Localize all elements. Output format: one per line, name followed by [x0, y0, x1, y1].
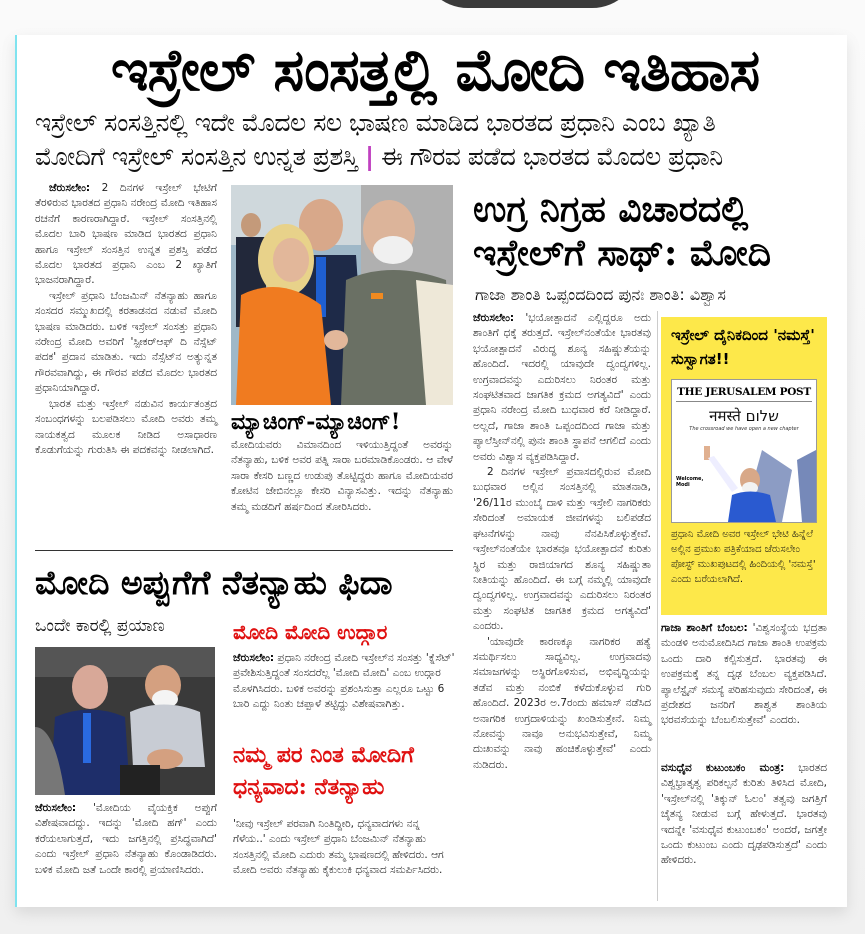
sidebar-box-caption: ಪ್ರಧಾನಿ ಮೋದಿ ಅವರ ಇಸ್ರೇಲ್ ಭೇಟಿ ಹಿನ್ನೆಲೆ ಅಲ್ಲಿನ ಪ್ರಮುಖ ಪತ್ರಿಕೆಯಾದ ಜೆರುಸಲೇಂ ಪೋಸ್ಟ್ ಮುಖಪುಟದಲ್ಲಿ ಹಿಂದಿಯಲ್ಲಿ 'ನಮಸ್ತೆ' ಎಂದು ಬರೆಯಲಾಗಿದೆ.	[671, 529, 816, 585]
top-decoration	[420, 0, 640, 8]
modi-waving-photo	[672, 440, 816, 522]
jerusalem-post-frontpage	[671, 379, 817, 523]
newspaper-page	[15, 35, 847, 907]
vasudhaiva-text: ಭಾರತದ ವಿಶ್ವಭ್ರಾತೃತ್ವ ಪರಿಕಲ್ಪನೆ ಕುರಿತು ತಿಳಿಸಿದ ಮೋದಿ, 'ಇಸ್ರೇಲ್‌ನಲ್ಲಿ 'ತಿಕ್ಕುನ್ ಓಲಂ' ತತ್ವವು ಜಗತ್ತಿಗೆ ಚೈತನ್ಯ ನೀಡುವ ಬಗ್ಗೆ ಹೇಳುತ್ತದೆ. ಭಾರತವು ಇದನ್ನೇ 'ವಸುಧೈವ ಕುಟುಂಬಕಂ' ಅಂದರೆ, ಜಗತ್ತೇ ಒಂದು ಕುಟುಂಬ ಎಂದು ದೃಢಪಡಿಸುತ್ತದೆ' ಎಂದು ಹೇಳಿದರು.	[661, 762, 827, 867]
story2-headline: ಉಗ್ರ ನಿಗ್ರಹ ವಿಚಾರದಲ್ಲಿ ಇಸ್ರೇಲ್‌ಗೆ ಸಾಥ್: ಮೋದಿ	[473, 188, 771, 274]
main-headline: ಇಸ್ರೇಲ್ ಸಂಸತ್ತಲ್ಲಿ ಮೋದಿ ಇತಿಹಾಸ	[110, 36, 760, 104]
photo1-caption: ಮೋದಿಯವರು ವಿಮಾನದಿಂದ ಇಳಿಯುತ್ತಿದ್ದಂತೆ ಅವರನ್ನು ನೆತನ್ಯಾಹು, ಬಳಿಕ ಅವರ ಪತ್ನಿ ಸಾರಾ ಬರಮಾಡಿಕೊಂಡರು. ಆ ವೇಳೆ ಸಾರಾ ಕೇಸರಿ ಬಣ್ಣದ ಉಡುಪು ತೊಟ್ಟಿದ್ದರು ಹಾಗೂ ಮೋದಿಯವರ ಕೋಟಿನ ಜೇಬಿನಲ್ಲೂ ಕೇಸರಿ ವಿನ್ಯಾಸವಿತ್ತು. ಇದನ್ನು ನೆತನ್ಯಾಹು ತಮ್ಮ ಮಡದಿಗೆ ಹರ್ಷದಿಂದ ತೋರಿಸಿದರು.	[231, 439, 453, 513]
story4-dateline: ಜೆರುಸಲೇಂ:	[233, 652, 275, 664]
story3-subhead: ಒಂದೇ ಕಾರಲ್ಲಿ ಪ್ರಯಾಣ	[35, 616, 165, 636]
story3-dateline: ಜೆರುಸಲೇಂ:	[35, 802, 77, 814]
story3-headline: ಮೋದಿ ಅಪ್ಪುಗೆಗೆ ನೆತನ್ಯಾಹು ಫಿದಾ	[35, 563, 393, 602]
photo-illustration	[231, 185, 453, 405]
lead-story-p2: ಇಸ್ರೇಲ್ ಪ್ರಧಾನಿ ಬೆಂಜಮಿನ್ ನೆತನ್ಯಾಹು ಹಾಗೂ ಸಂಸದರ ಸಮ್ಮುಖದಲ್ಲಿ ಕರತಾಡನದ ನಡುವೆ ಮೋದಿ ಭಾಷಣ ಮಾಡಿದರು. ಬಳಿಕ ಇಸ್ರೇಲ್ ಸಂಸತ್ತು ಪ್ರಧಾನಿ ನರೇಂದ್ರ ಮೋದಿ ಅವರಿಗೆ 'ಸ್ಪೀಕರ್‌ಆಫ್ ದಿ ನೆಸ್ಸೆಟ್ ಪದಕ' ಪ್ರದಾನ ಮಾಡಿತು. ಇದು ನೆಸ್ಸೆಟ್‌ನ ಅತ್ಯುನ್ನತ ಗೌರವವಾಗಿದ್ದು, ಈ ಗೌರವ ಪಡೆದ ಮೊದಲ ಭಾರತದ ಪ್ರಧಾನಿಯಾಗಿದ್ದಾರೆ.	[35, 289, 217, 395]
story4-body	[233, 651, 455, 713]
gaza-lead: ಗಾಜಾ ಶಾಂತಿಗೆ ಬೆಂಬಲ:	[661, 622, 748, 634]
photo-modi-netanyahu-greeting	[231, 185, 453, 405]
story4-headline: ಮೋದಿ ಮೋದಿ ಉದ್ಗಾರ	[233, 620, 388, 644]
story4-text: ಪ್ರಧಾನಿ ನರೇಂದ್ರ ಮೋದಿ ಇಸ್ರೇಲ್‌ನ ಸಂಸತ್ತು 'ಕ್ನೆಸೆಟ್' ಪ್ರವೇಶಿಸುತ್ತಿದ್ದಂತೆ ಸಂಸದರೆಲ್ಲ 'ಮೋದಿ ಮೋದಿ' ಎಂಬ ಉದ್ಗಾರ ಮೊಳಗಿಸಿದರು. ಬಳಿಕ ಅವರನ್ನು ಪ್ರಶಂಸಿಸುತ್ತಾ ಎಲ್ಲರೂ ಒಟ್ಟು 6 ಬಾರಿ ಎದ್ದು ನಿಂತು ಚಪ್ಪಾಳೆ ತಟ್ಟಿದ್ದು ವಿಶೇಷವಾಗಿತ್ತು.	[233, 652, 455, 711]
story2-p3: 'ಯಾವುದೇ ಕಾರಣಕ್ಕೂ ನಾಗರಿಕರ ಹತ್ಯೆ ಸಮರ್ಥಿಸಲು ಸಾಧ್ಯವಿಲ್ಲ. ಉಗ್ರವಾದವು ಸಮಾಜಗಳನ್ನು ಅಸ್ಥಿರಗೊಳಿಸುವ, ಅಭಿವೃದ್ಧಿಯನ್ನು ತಡೆವ ಮತ್ತು ನಂಬಿಕೆ ಕಳೆದುಕೊಳ್ಳುವ ಗುರಿ ಹೊಂದಿದೆ. 2023ರ ಅ.7ರಂದು ಹಮಾಸ್ ನಡೆಸಿದ ಅನಾಗರಿಕ ಉಗ್ರದಾಳಿಯನ್ನು ಖಂಡಿಸುತ್ತೇನೆ. ನಿಮ್ಮ ನೋವನ್ನು ನಾವೂ ಅನುಭವಿಸುತ್ತೇವೆ, ನಿಮ್ಮ ದುಃಖವನ್ನು ನಾವು ಹಂಚಿಕೊಳ್ಳುತ್ತೇವೆ' ಎಂದು ನುಡಿದರು.	[473, 635, 651, 771]
story3-body	[35, 801, 217, 878]
photo1-caption-title: ಮ್ಯಾಚಿಂಗ್-ಮ್ಯಾಚಿಂಗ್!	[231, 409, 401, 435]
sidebar-box-title: ಇಸ್ರೇಲ್ ದೈನಿಕದಿಂದ 'ನಮಸ್ತೆ' ಸುಸ್ವಾಗತ!!	[671, 326, 815, 368]
lead-story-p1	[35, 181, 217, 289]
sub-headline-1: ಇಸ್ರೇಲ್ ಸಂಸತ್ತಿನಲ್ಲಿ ಇದೇ ಮೊದಲ ಸಲ ಭಾಷಣ ಮಾಡಿದ ಭಾರತದ ಪ್ರಧಾನಿ ಎಂಬ ಖ್ಯಾತಿ	[35, 108, 716, 137]
story2-subhead: ಗಾಜಾ ಶಾಂತಿ ಒಪ್ಪಂದದಿಂದ ಪುನಃ ಶಾಂತಿ: ವಿಶ್ವಾಸ	[475, 285, 726, 304]
story2-p1-text: 'ಭಯೋತ್ಪಾದನೆ ಎಲ್ಲಿದ್ದರೂ ಅದು ಶಾಂತಿಗೆ ಧಕ್ಕೆ ತರುತ್ತದೆ. ಇಸ್ರೇಲ್‌ನಂತೆಯೇ ಭಾರತವು ಭಯೋತ್ಪಾದನೆ ವಿರುದ್ಧ ಶೂನ್ಯ ಸಹಿಷ್ಣುತೆಯನ್ನು ಹೊಂದಿದೆ. ಇದರಲ್ಲಿ ಯಾವುದೇ ದ್ವಂದ್ವಗಳಿಲ್ಲ. ಉಗ್ರವಾದವನ್ನು ಎದುರಿಸಲು ನಿರಂತರ ಮತ್ತು ಸಂಘಟಿತವಾದ ಜಾಗತಿಕ ಕ್ರಮದ ಅಗತ್ಯವಿದೆ' ಎಂದು ಪ್ರಧಾನಿ ನರೇಂದ್ರ ಮೋದಿ ಬುಧವಾರ ಕರೆ ನೀಡಿದ್ದಾರೆ. ಅಲ್ಲದೆ, ಗಾಜಾ ಶಾಂತಿ ಒಪ್ಪಂದದಿಂದ ಗಾಜಾ ಮತ್ತು ಪ್ಯಾಲೆಸ್ತೀನ್‌ನಲ್ಲಿ ಪುನಃ ಶಾಂತಿ ಸ್ಥಾಪನೆ ಆಗಲಿದೆ ಎಂದು ಅವರು ವಿಶ್ವಾಸ ವ್ಯಕ್ತಪಡಿಸಿದ್ದಾರೆ.	[473, 312, 651, 463]
car-photo-illustration	[35, 647, 215, 795]
story5-body: 'ನೀವು ಇಸ್ರೇಲ್ ಪರವಾಗಿ ನಿಂತಿದ್ದೀರಿ, ಧನ್ಯವಾದಗಳು ನನ್ನ ಗೆಳೆಯ..' ಎಂದು ಇಸ್ರೇಲ್ ಪ್ರಧಾನಿ ಬೆಂಜಮಿನ್ ನೆತನ್ಯಾಹು ಸಂಸತ್ತಿನಲ್ಲಿ ಮೋದಿ ಎದುರು ತಮ್ಮ ಭಾಷಣದಲ್ಲಿ ಹೇಳಿದರು. ಆಗ ಮೋದಿ ಅವರು ನೆತನ್ಯಾಹು ಕೈಕುಲುಕಿ ಧನ್ಯವಾದ ಸಮರ್ಪಿಸಿದರು.	[233, 818, 444, 877]
story2-p2: 2 ದಿನಗಳ ಇಸ್ರೇಲ್ ಪ್ರವಾಸದಲ್ಲಿರುವ ಮೋದಿ ಬುಧವಾರ ಅಲ್ಲಿನ ಸಂಸತ್ತಿನಲ್ಲಿ ಮಾತನಾಡಿ, '26/11ರ ಮುಂಬೈ ದಾಳಿ ಮತ್ತು ಇಸ್ರೇಲಿ ನಾಗರಿಕರು ಸೇರಿದಂತೆ ಅಮಾಯಕ ಜೀವಗಳನ್ನು ಬಲಿಪಡೆದ ಘಟನೆಗಳನ್ನು ನಾವು ನೆನಪಿಸಿಕೊಳ್ಳುತ್ತೇವೆ. ಇಸ್ರೇಲ್‌ನಂತೆಯೇ ಭಾರತವೂ ಭಯೋತ್ಪಾದನೆ ಕುರಿತು ಸ್ಥಿರ ಮತ್ತು ರಾಜಿಯಾಗದ ಶೂನ್ಯ ಸಹಿಷ್ಣುತಾ ನೀತಿಯನ್ನು ಹೊಂದಿದೆ. ಈ ಬಗ್ಗೆ ನಮ್ಮಲ್ಲಿ ಯಾವುದೇ ದ್ವಂದ್ವಗಳಿಲ್ಲ. ಉಗ್ರವಾದವನ್ನು ಎದುರಿಸಲು ನಿರಂತರ ಮತ್ತು ಸಂಘಟಿತ ಜಾಗತಿಕ ಕ್ರಮದ ಅಗತ್ಯವಿದೆ' ಎಂದರು.	[473, 466, 651, 633]
story3-text: 'ಮೋದಿಯ ವೈಯಕ್ತಿಕ ಅಪ್ಪುಗೆ ವಿಶೇಷವಾದದ್ದು. ಇದನ್ನು 'ಮೋದಿ ಹಗ್' ಎಂದು ಕರೆಯಲಾಗುತ್ತದೆ, ಇದು ಜಗತ್ತಿನಲ್ಲಿ ಪ್ರಸಿದ್ಧವಾಗಿದೆ' ಎಂದು ಇಸ್ರೇಲ್ ಪ್ರಧಾನಿ ನೆತನ್ಯಾಹು ಕೊಂಡಾಡಿದರು. ಬಳಿಕ ಮೋದಿ ಜತೆ ಒಂದೇ ಕಾರಲ್ಲಿ ಪ್ರಯಾಣಿಸಿದರು.	[35, 802, 217, 876]
column-rule	[657, 311, 658, 901]
story2-body	[473, 311, 651, 773]
sidebar-box	[661, 317, 827, 615]
masthead-rule	[676, 401, 812, 402]
vasudhaiva-lead: ವಸುಧೈವ ಕುಟುಂಬಕಂ ಮಂತ್ರ:	[661, 762, 785, 774]
lead-story-p1-text: 2 ದಿನಗಳ ಇಸ್ರೇಲ್ ಭೇಟಿಗೆ ತೆರಳಿರುವ ಭಾರತದ ಪ್ರಧಾನಿ ನರೇಂದ್ರ ಮೋದಿ ಇತಿಹಾಸ ರಚನೆಗೆ ಕಾರಣರಾಗಿದ್ದಾರೆ. ಇಸ್ರೇಲ್ ಸಂಸತ್ತಿನಲ್ಲಿ ಮೊದಲ ಬಾರಿ ಭಾಷಣ ಮಾಡಿದ ಭಾರತದ ಪ್ರಧಾನಿ ಹಾಗೂ ಇಸ್ರೇಲ್ ಸಂಸತ್ತಿನ ಉನ್ನತ ಪ್ರಶಸ್ತಿ ಪಡೆದ ಮೊದಲ ಭಾರತದ ಪ್ರಧಾನಿ ಎಂಬ 2 ಖ್ಯಾತಿಗೆ ಭಾಜನರಾಗಿದ್ದಾರೆ.	[35, 182, 218, 287]
newspaper-inset: Welcome, Modi	[676, 476, 704, 488]
lead-story-p3: ಭಾರತ ಮತ್ತು ಇಸ್ರೇಲ್ ನಡುವಿನ ಕಾರ್ಯತಂತ್ರದ ಸಂಬಂಧಗಳನ್ನು ಬಲಪಡಿಸಲು ಮೋದಿ ಅವರು ತಮ್ಮ ನಾಯಕತ್ವದ ಮೂಲಕ ನೀಡಿದ ಅಸಾಧಾರಣ ಕೊಡುಗೆಯನ್ನು ಗುರುತಿಸಿ ಈ ಪದಕವನ್ನು ನೀಡಲಾಗಿದೆ.	[35, 397, 217, 456]
vasudhaiva-section	[661, 761, 827, 869]
gaza-section	[661, 621, 827, 729]
newspaper-masthead: THE JERUSALEM POST	[677, 386, 811, 398]
story5-headline: ನಮ್ಮ ಪರ ನಿಂತ ಮೋದಿಗೆ ಧನ್ಯವಾದ: ನೆತನ್ಯಾಹು	[233, 742, 414, 800]
separator-bar: |	[365, 142, 374, 171]
newspaper-tagline: The crossroad we have open a new chapter	[689, 426, 799, 432]
newspaper-headline: नमस्ते שלום	[709, 407, 779, 425]
gaza-text: 'ವಿಶ್ವಸಂಸ್ಥೆಯ ಭದ್ರತಾ ಮಂಡಳಿ ಅನುಮೋದಿಸಿದ ಗಾಜಾ ಶಾಂತಿ ಉಪಕ್ರಮ ಒಂದು ದಾರಿ ಕಲ್ಪಿಸುತ್ತದೆ. ಭಾರತವು ಈ ಉಪಕ್ರಮಕ್ಕೆ ತನ್ನ ದೃಢ ಬೆಂಬಲ ವ್ಯಕ್ತಪಡಿಸಿದೆ. ಪ್ಯಾಲೆಸ್ಟೈನ್ ಸಮಸ್ಯೆ ಪರಿಹಸುವುದು ಸೇರಿದಂತೆ, ಈ ಪ್ರದೇಶದ ಜನರಿಗೆ ಶಾಶ್ವತ ಶಾಂತಿಯ ಭರವಸೆಯನ್ನು ಬೆಂಬಲಿಸುತ್ತೇವೆ' ಎಂದರು.	[661, 622, 827, 727]
story2-dateline: ಜೆರುಸಲೇಂ:	[473, 312, 515, 324]
story2-p1	[473, 312, 651, 463]
sub-headline-2a: ಮೋದಿಗೆ ಇಸ್ರೇಲ್ ಸಂಸತ್ತಿನ ಉನ್ನತ ಪ್ರಶಸ್ತಿ	[35, 142, 358, 171]
sub-headline-2	[35, 141, 835, 173]
lead-dateline: ಜೆರುಸಲೇಂ:	[49, 182, 91, 194]
sub-headline-2b: ಈ ಗೌರವ ಪಡೆದ ಭಾರತದ ಮೊದಲ ಪ್ರಧಾನಿ	[381, 142, 723, 171]
section-divider	[35, 550, 453, 551]
lead-story	[35, 181, 217, 458]
photo-modi-netanyahu-car	[35, 647, 215, 795]
